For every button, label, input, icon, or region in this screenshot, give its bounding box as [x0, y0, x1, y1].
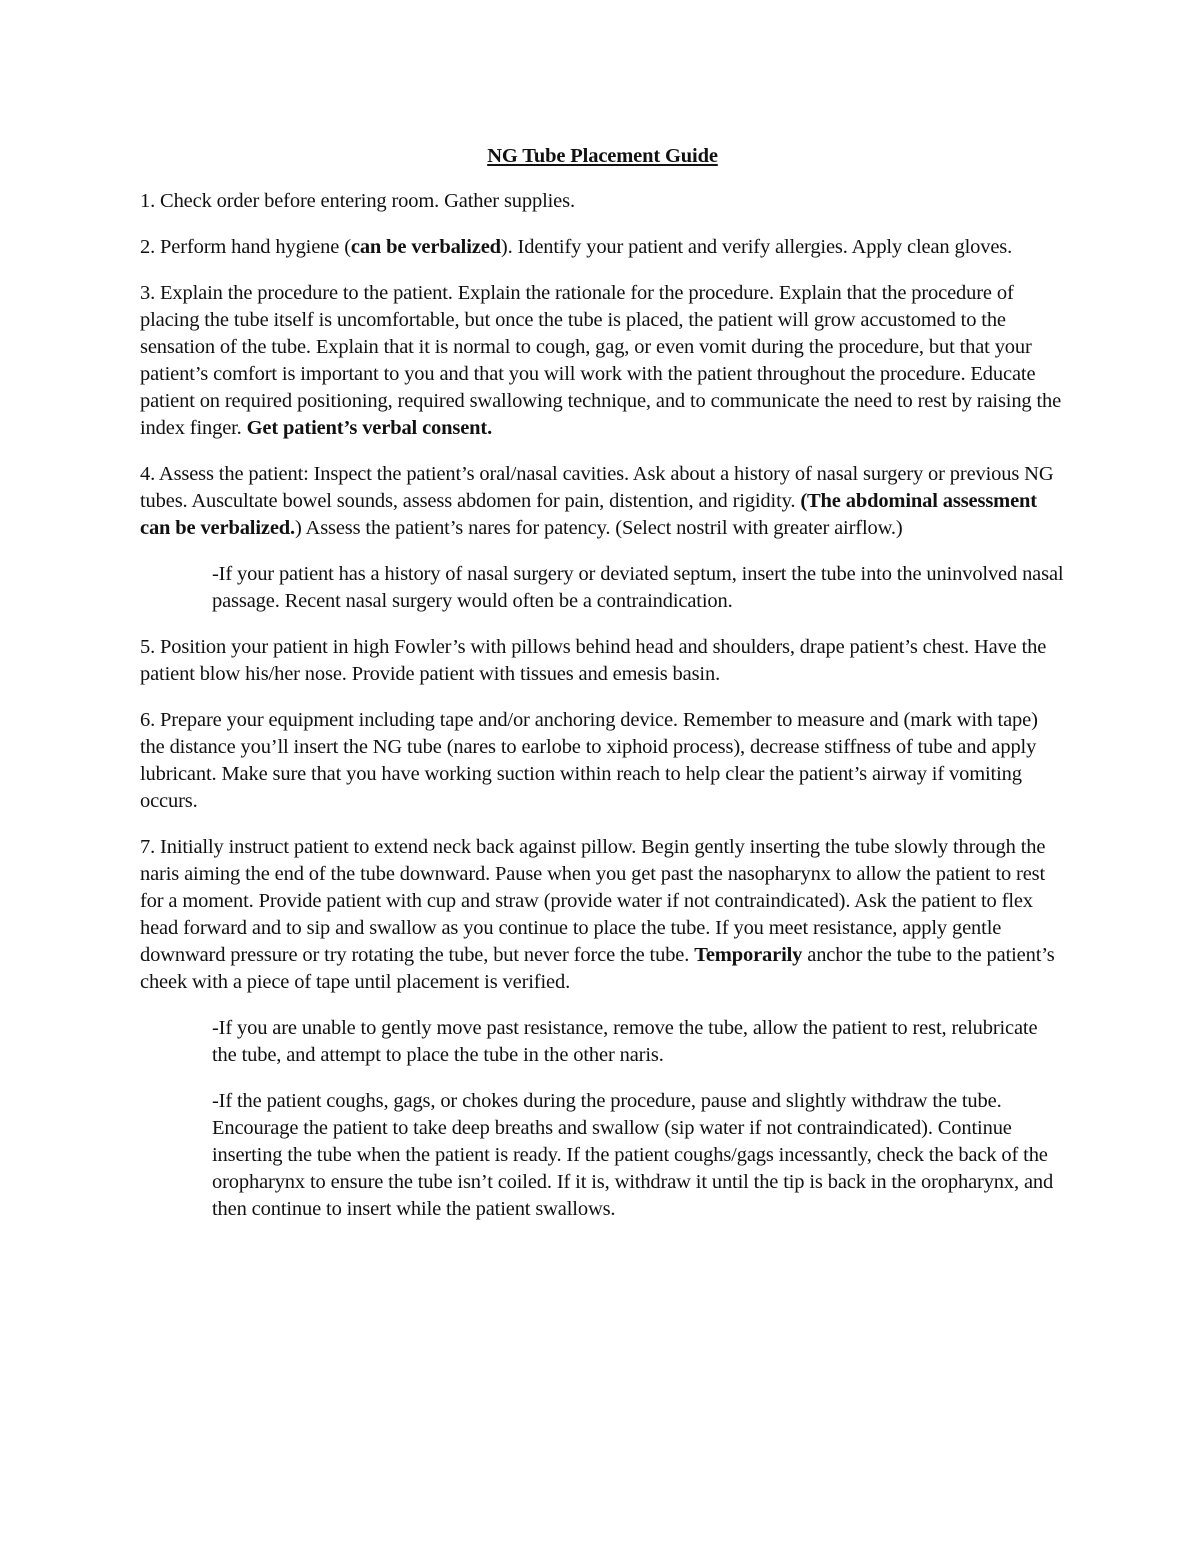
step-3-text: 3. Explain the procedure to the patient. Explain the rationale for the procedure. Explain that the procedure of placing the tube itself is uncomfortable, but once the tube is placed, the patient will grow accustomed to the sensation of the tube. Explain that it is normal to cough, gag, or even vomit during the procedure, but that your patient’s comfort is important to you and that you will work with the patient throughout the procedure. Educate patient on required positioning, required swallowing technique, and to communicate the need to rest by raising the index finger. [140, 282, 1062, 439]
step-4 [140, 461, 1065, 542]
step-2-text-a: 2. Perform hand hygiene ( [140, 236, 351, 258]
step-3 [140, 280, 1065, 442]
step-5-text: 5. Position your patient in high Fowler’s with pillows behind head and shoulders, drape patient’s chest. Have the patient blow his/her nose. Provide patient with tissues and emesis basin. [140, 636, 1047, 685]
step-4-note: -If your patient has a history of nasal surgery or deviated septum, insert the tube into the uninvolved nasal passage. Recent nasal surgery would often be a contraindication. [212, 563, 1064, 612]
step-1 [140, 188, 1065, 215]
document-page [140, 141, 1065, 1242]
step-5 [140, 634, 1065, 688]
step-7-bold: Temporarily [694, 944, 803, 966]
document-title: NG Tube Placement Guide [487, 145, 718, 167]
step-7-text-b: anchor the tube to the patient’s cheek with a piece of tape until placement is verified. [140, 944, 1055, 993]
step-2-text-b: ). Identify your patient and verify allergies. Apply clean gloves. [500, 236, 1013, 258]
step-7-text-a: 7. Initially instruct patient to extend neck back against pillow. Begin gently inserting the tube slowly through the naris aiming the end of the tube downward. Pause when you get past the nasopharynx to allow the patient to rest for a moment. Provide patient with cup and straw (provide water if not contraindicated). Ask the patient to flex head forward and to sip and swallow as you continue to place the tube. If you meet resistance, apply gentle downward pressure or try rotating the tube, but never force the tube. [140, 836, 1046, 966]
step-7 [140, 834, 1065, 996]
step-7-note-1: -If you are unable to gently move past resistance, remove the tube, allow the patient to rest, relubricate the tube, and attempt to place the tube in the other naris. [212, 1017, 1038, 1066]
step-6 [140, 707, 1065, 815]
step-3-bold: Get patient’s verbal consent. [246, 417, 493, 439]
step-4-text-b: ) Assess the patient’s nares for patency. (Select nostril with greater airflow.) [295, 517, 903, 539]
step-7-note-2: -If the patient coughs, gags, or chokes during the procedure, pause and slightly withdraw the tube. Encourage the patient to take deep breaths and swallow (sip water if not contraindicated). Continue inserting the tube when the patient is ready. If the patient coughs/gags incessantly, check the back of the oropharynx to ensure the tube isn’t coiled. If it is, withdraw it until the tip is back in the oropharynx, and then continue to insert while the patient swallows. [212, 1090, 1054, 1220]
step-6-text: 6. Prepare your equipment including tape and/or anchoring device. Remember to measure and (mark with tape) the distance you’ll insert the NG tube (nares to earlobe to xiphoid process), decrease stiffness of tube and apply lubricant. Make sure that you have working suction within reach to help clear the patient’s airway if vomiting occurs. [140, 709, 1038, 812]
step-2 [140, 234, 1065, 261]
step-4-bold: (The abdominal assessment can be verbalized. [140, 490, 1037, 539]
step-2-bold: can be verbalized [350, 236, 501, 258]
step-1-text: 1. Check order before entering room. Gather supplies. [140, 190, 575, 212]
step-4-text-a: 4. Assess the patient: Inspect the patient’s oral/nasal cavities. Ask about a history of nasal surgery or previous NG tubes. Auscultate bowel sounds, assess abdomen for pain, distention, and rigidity. [140, 463, 1054, 512]
